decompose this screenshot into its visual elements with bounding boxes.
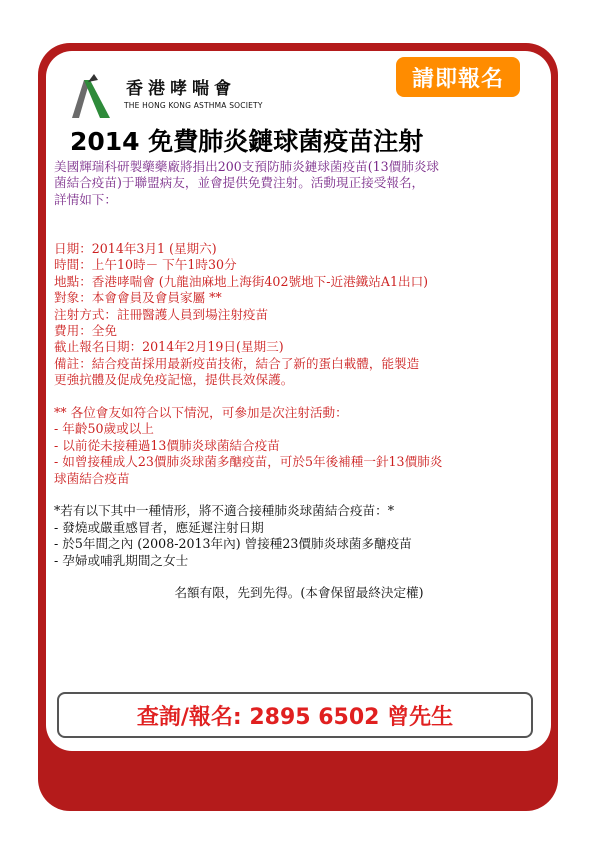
detail-fee: 費用：全免 [54,323,117,339]
detail-date: 日期：2014年3月1 (星期六) [54,241,217,256]
detail-time: 時間：上午10時－ 下午1時30分 [54,257,237,273]
intro-line: 詳情如下： [54,191,117,207]
event-details [54,241,544,389]
detail-remark-cont: 更強抗體及促成免疫記憶，提供長效保護。 [54,372,294,388]
eligibility-list [54,405,544,487]
register-now-button[interactable]: 請即報名 [396,57,520,97]
detail-remark: 備註：結合疫苗採用最新疫苗技術，結合了新的蛋白載體，能製造 [54,355,420,371]
eligibility-item-cont: 球菌結合疫苗 [54,470,130,486]
org-name-cn: 香港哮喘會 [126,79,236,99]
inquiry-box: 查詢/報名: 2895 6502 曾先生 [57,692,533,738]
quota-note: 名額有限，先到先得。(本會保留最終決定權) [174,585,424,601]
eligibility-item: - 年齡50歲或以上 [54,421,154,437]
exclusion-item: - 於5年間之內 (2008-2013年內) 曾接種23價肺炎球菌多醣疫苗 [54,536,412,552]
eligibility-item: - 如曾接種成人23價肺炎球菌多醣疫苗，可於5年後補種一針13價肺炎 [54,454,443,470]
exclusion-list [54,503,544,569]
eligibility-item: - 以前從未接種過13價肺炎球菌結合疫苗 [54,437,280,453]
detail-method: 注射方式：註冊醫護人員到場注射疫苗 [54,306,269,322]
exclusion-heading: *若有以下其中一種情形，將不適合接種肺炎球菌結合疫苗：* [54,503,395,519]
detail-venue: 地點：香港哮喘會 (九龍油麻地上海街402號地下-近港鐵站A1出口) [54,273,429,289]
intro-paragraph [54,159,544,208]
org-name-en: THE HONG KONG ASTHMA SOCIETY [124,101,263,110]
notice-body [54,159,544,602]
asthma-society-logo-icon [70,72,116,120]
exclusion-item: - 孕婦或哺乳期間之女士 [54,552,189,568]
page-title: 2014 免費肺炎鏈球菌疫苗注射 [70,127,424,156]
detail-target: 對象：本會會員及會員家屬 ** [54,290,222,306]
detail-deadline: 截止報名日期：2014年2月19日(星期三) [54,339,284,355]
exclusion-item: - 發燒或嚴重感冒者，應延遲注射日期 [54,519,264,535]
intro-line: 美國輝瑞科研製藥藥廠將捐出200支預防肺炎鏈球菌疫苗(13價肺炎球 [54,159,440,174]
intro-line: 菌結合疫苗)于聯盟病友，並會提供免費注射。活動現正接受報名， [54,175,425,191]
eligibility-heading: ** 各位會友如符合以下情況，可參加是次注射活動： [54,405,348,421]
